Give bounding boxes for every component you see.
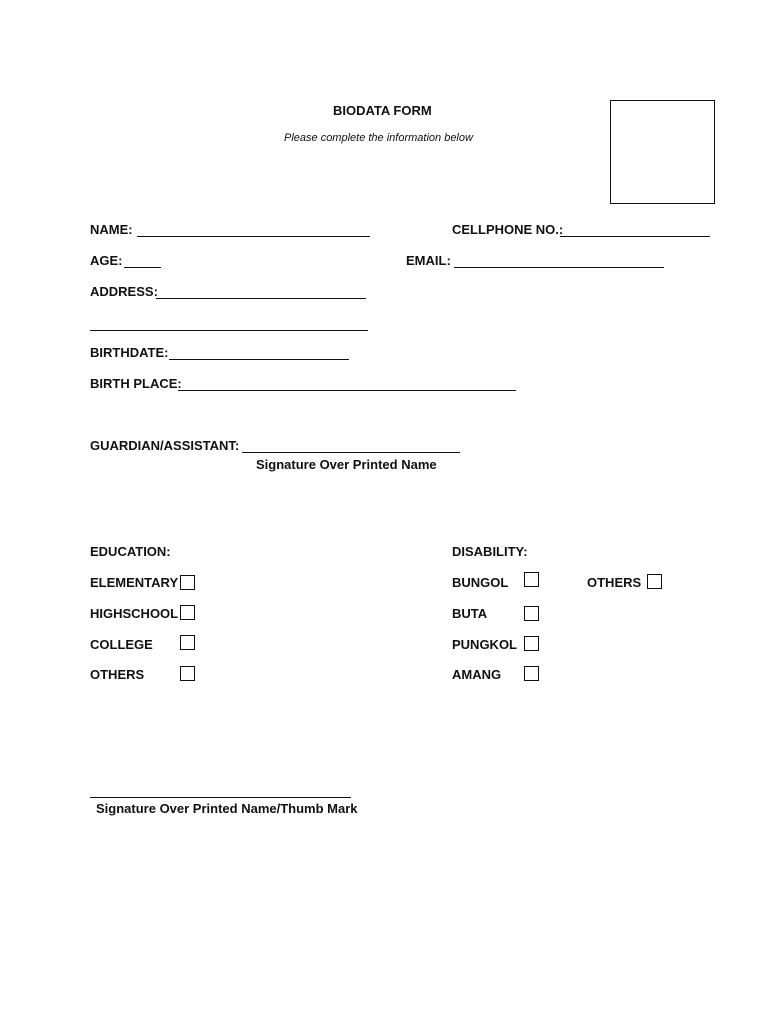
education-highschool-checkbox[interactable] — [180, 605, 195, 620]
age-label: AGE: — [90, 253, 123, 268]
photo-box[interactable] — [610, 100, 715, 204]
applicant-signature-caption: Signature Over Printed Name/Thumb Mark — [96, 801, 358, 816]
address-field-line-1[interactable] — [156, 298, 366, 299]
birthplace-label: BIRTH PLACE: — [90, 376, 182, 391]
birthplace-field[interactable] — [178, 390, 516, 391]
address-label: ADDRESS: — [90, 284, 158, 299]
disability-option-label: BUTA — [452, 606, 488, 621]
cellphone-label: CELLPHONE NO.: — [452, 222, 564, 237]
education-elementary-checkbox[interactable] — [180, 575, 195, 590]
disability-option-label: AMANG — [452, 667, 502, 682]
guardian-signature-field[interactable] — [242, 452, 460, 453]
education-heading: EDUCATION: — [90, 544, 171, 559]
form-subtitle: Please complete the information below — [284, 132, 473, 144]
name-field[interactable] — [137, 236, 370, 237]
education-college-checkbox[interactable] — [180, 635, 195, 650]
education-option-label: ELEMENTARY — [90, 575, 179, 590]
guardian-label: GUARDIAN/ASSISTANT: — [90, 438, 240, 453]
education-option-label: COLLEGE — [90, 637, 153, 652]
name-label: NAME: — [90, 222, 133, 237]
disability-amang-checkbox[interactable] — [524, 666, 539, 681]
email-field[interactable] — [454, 267, 664, 268]
disability-others-label: OTHERS — [587, 575, 642, 590]
disability-buta-checkbox[interactable] — [524, 606, 539, 621]
guardian-signature-caption: Signature Over Printed Name — [256, 457, 437, 472]
disability-option-label: BUNGOL — [452, 575, 509, 590]
disability-heading: DISABILITY: — [452, 544, 528, 559]
disability-option-label: PUNGKOL — [452, 637, 517, 652]
applicant-signature-field[interactable] — [90, 797, 351, 798]
disability-pungkol-checkbox[interactable] — [524, 636, 539, 651]
cellphone-field[interactable] — [560, 236, 710, 237]
education-others-checkbox[interactable] — [180, 666, 195, 681]
age-field[interactable] — [124, 267, 161, 268]
disability-bungol-checkbox[interactable] — [524, 572, 539, 587]
education-option-label: HIGHSCHOOL — [90, 606, 179, 621]
birthdate-field[interactable] — [169, 359, 349, 360]
birthdate-label: BIRTHDATE: — [90, 345, 169, 360]
form-title: BIODATA FORM — [333, 103, 432, 118]
disability-others-checkbox[interactable] — [647, 574, 662, 589]
education-option-label: OTHERS — [90, 667, 145, 682]
address-field-line-2[interactable] — [90, 330, 368, 331]
email-label: EMAIL: — [406, 253, 451, 268]
